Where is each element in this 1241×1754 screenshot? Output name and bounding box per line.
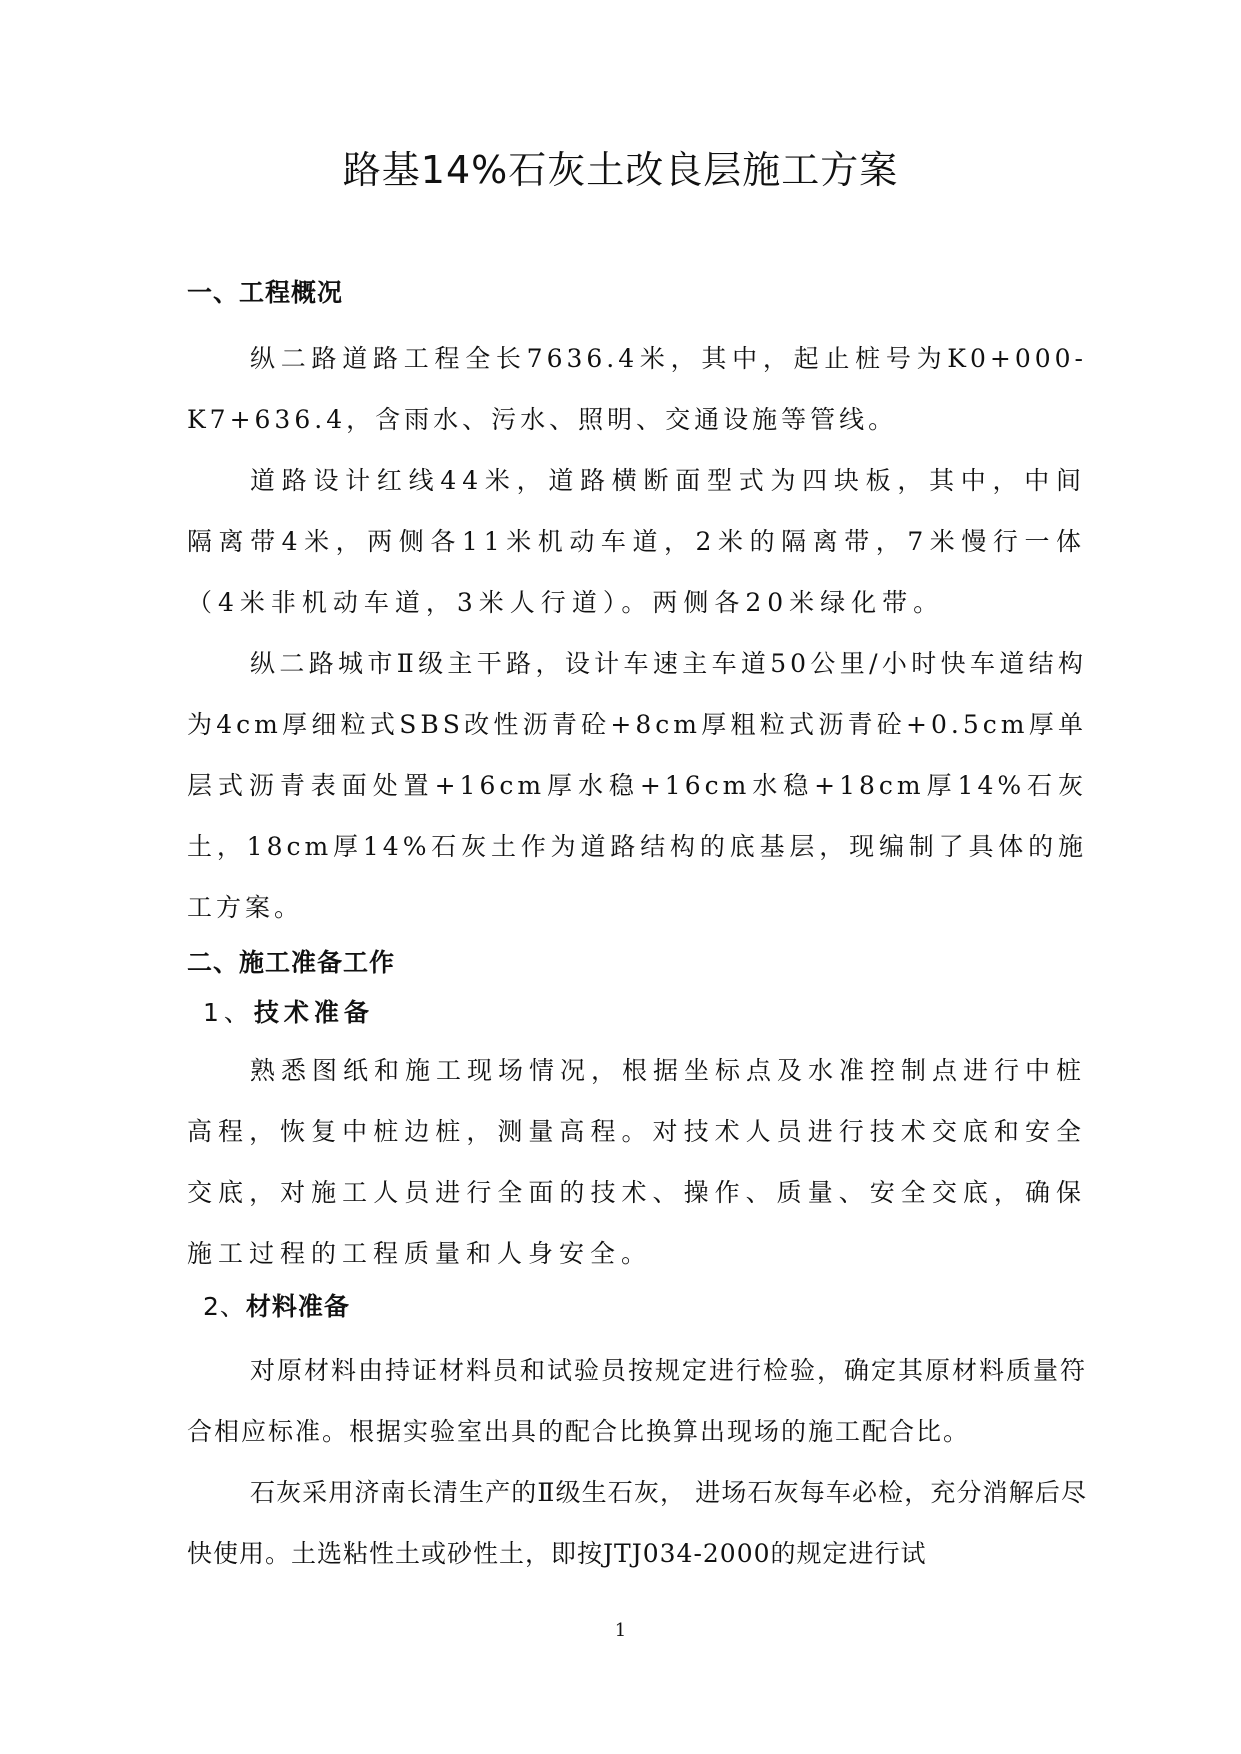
paragraph-road-cross-section: 道路设计红线44米，道路横断面型式为四块板，其中，中间隔离带4米，两侧各11米机动车道，2米的隔离带，7米慢行一体（4米非机动车道，3米人行道）。两侧各20米绿化带。 [187,466,1087,617]
subheading-material-preparation [187,1284,1087,1340]
subheading-label: 材料准备 [245,1292,350,1321]
document-body [187,270,1087,1584]
section-heading-construction-preparation: 二、施工准备工作 [187,948,396,977]
section-heading-project-overview: 一、工程概况 [187,278,344,307]
paragraph-material-inspection: 对原材料由持证材料员和试验员按规定进行检验，确定其原材料质量符合相应标准。根据实验室出具的配合比换算出现场的施工配合比。 [187,1356,1088,1446]
paragraph-road-structure: 纵二路城市Ⅱ级主干路，设计车速主车道50公里/小时快车道结构为4cm厚细粒式SBS改性沥青砼+8cm厚粗粒式沥青砼+0.5cm厚单层式沥青表面处置+16cm厚水稳+16cm水稳+18cm厚14%石灰土，18cm厚14%石灰土作为道路结构的底基层，现编制了具体的施工方案。 [187,649,1087,922]
subheading-technical-preparation [187,990,1087,1040]
subheading-number: 1、 [203,998,254,1027]
subheading-number: 2、 [203,1292,246,1321]
paragraph-technical-preparation: 熟悉图纸和施工现场情况，根据坐标点及水准控制点进行中桩高程，恢复中桩边桩，测量高程。对技术人员进行技术交底和安全交底，对施工人员进行全面的技术、操作、质量、安全交底，确保施工过程的工程质量和人身安全。 [187,1056,1088,1268]
paragraph-lime-and-soil: 石灰采用济南长清生产的Ⅱ级生石灰， 进场石灰每车必检，充分消解后尽快使用。土选粘性土或砂性土，即按JTJ034-2000的规定进行试 [187,1478,1087,1568]
page-number: 1 [614,1620,627,1641]
paragraph-road-length: 纵二路道路工程全长7636.4米，其中，起止桩号为K0+000-K7+636.4，含雨水、污水、照明、交通设施等管线。 [187,344,1087,434]
subheading-label: 技术准备 [253,998,374,1027]
document-title: 路基14%石灰土改良层施工方案 [342,148,899,192]
